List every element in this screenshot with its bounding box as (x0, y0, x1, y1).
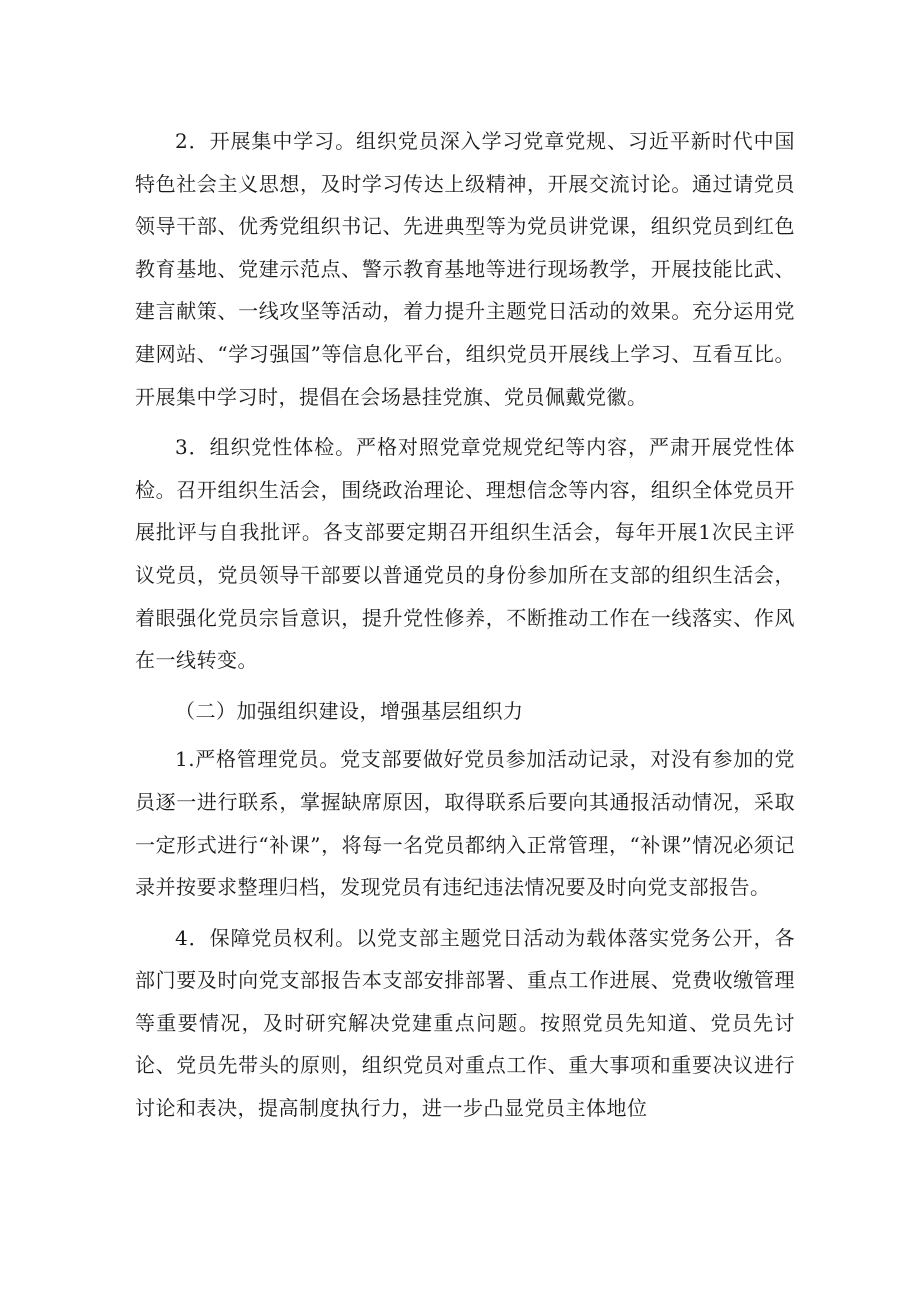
paragraph-member-rights: 4．保障党员权利。以党支部主题党日活动为载体落实党务公开，各部门要及时向党支部报告本支部安排部署、重点工作进展、党费收缴管理等重要情况，及时研究解决党建重点问题。按照党员先知道、党员先讨论、党员先带头的原则，组织党员对重点工作、重大事项和重要决议进行讨论和表决，提高制度执行力，进一步凸显党员主体地位 (135, 925, 795, 1121)
paragraph-party-checkup: 3．组织党性体检。严格对照党章党规党纪等内容，严肃开展党性体检。召开组织生活会，围绕政治理论、理想信念等内容，组织全体党员开展批评与自我批评。各支部要定期召开组织生活会，每年开展1次民主评议党员，党员领导干部要以普通党员的身份参加所在支部的组织生活会，着眼强化党员宗旨意识，提升党性修养，不断推动工作在一线落实、作风在一线转变。 (135, 435, 795, 673)
paragraph-study: 2．开展集中学习。组织党员深入学习党章党规、习近平新时代中国特色社会主义思想，及时学习传达上级精神，开展交流讨论。通过请党员领导干部、优秀党组织书记、先进典型等为党员讲党课，组织党员到红色教育基地、党建示范点、警示教育基地等进行现场教学，开展技能比武、建言献策、一线攻坚等活动，着力提升主题党日活动的效果。充分运用党建网站、“学习强国”等信息化平台，组织党员开展线上学习、互看互比。开展集中学习时，提倡在会场悬挂党旗、党员佩戴党徽。 (135, 129, 795, 409)
document-body (135, 120, 795, 1138)
section-heading: （二）加强组织建设，增强基层组织力 (175, 698, 524, 723)
paragraph-member-management: 1.严格管理党员。党支部要做好党员参加活动记录，对没有参加的党员逐一进行联系，掌握缺席原因，取得联系后要向其通报活动情况，采取一定形式进行“补课”，将每一名党员都纳入正常管理，“补课”情况必须记录并按要求整理归档，发现党员有违纪违法情况要及时向党支部报告。 (135, 747, 795, 900)
